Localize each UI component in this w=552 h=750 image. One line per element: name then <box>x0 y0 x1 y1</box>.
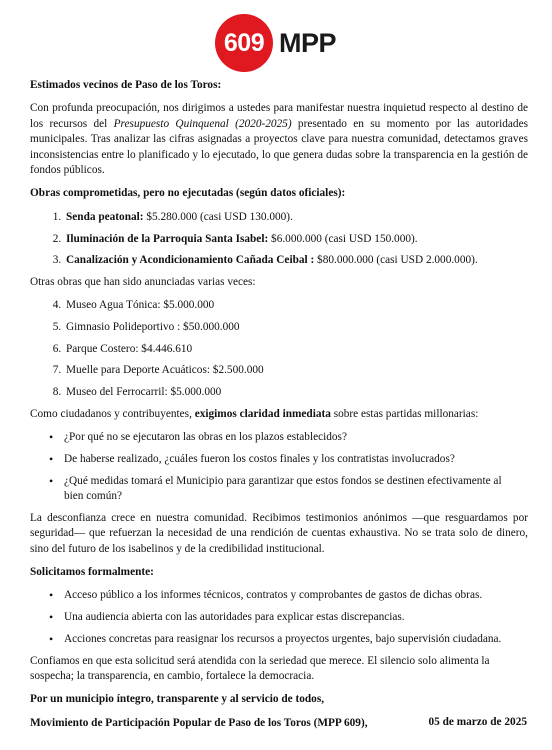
list-item: 8. Museo del Ferrocarril: $5.000.000 <box>64 385 528 400</box>
logo-text: MPP <box>279 27 337 58</box>
letter-body <box>30 78 528 739</box>
list-item: 5. Gimnasio Polideportivo : $50.000.000 <box>64 320 528 335</box>
intro-text-1: Con profunda preocupación, nos dirigimos a ustedes para manifestar nuestra inquietud respecto al destino de los recursos del <box>30 102 528 130</box>
list-item <box>64 253 528 268</box>
list-item: • Acceso público a los informes técnicos, contratos y comprobantes de gastos de dichas obras. <box>64 588 528 603</box>
closing-paragraph: Confiamos en que esta solicitud será atendida con la seriedad que merece. El silencio solo alimenta la sospecha; la transparencia, en cambio, fortalece la democracia. <box>30 654 490 682</box>
work-name: Canalización y Acondicionamiento Cañada Ceibal : <box>66 254 315 267</box>
questions-list <box>30 430 528 504</box>
citizens-paragraph <box>30 407 528 422</box>
request-heading: Solicitamos formalmente: <box>30 566 154 579</box>
signoff: Por un municipio íntegro, transparente y al servicio de todos, <box>30 693 325 706</box>
intro-paragraph <box>30 101 528 178</box>
citizens-bold: exigimos claridad inmediata <box>194 407 331 420</box>
signature: Movimiento de Participación Popular de Paso de los Toros (MPP 609), <box>30 716 368 729</box>
work-amount: $5.280.000 (casi USD 130.000). <box>143 210 293 223</box>
list-item: 7. Muelle para Deporte Acuáticos: $2.500.000 <box>64 363 528 378</box>
list-item: 6. Parque Costero: $4.446.610 <box>64 342 528 357</box>
list-item: • ¿Por qué no se ejecutaron las obras en los plazos establecidos? <box>64 430 528 445</box>
work-name: Iluminación de la Parroquia Santa Isabel: <box>66 232 269 245</box>
distrust-paragraph: La desconfianza crece en nuestra comunidad. Recibimos testimonios anónimos —que resguardamos por seguridad— que refuerzan la necesidad de una rendición de cuentas exhaustiva. No se trata solo de dinero, sino del futuro de los isabelinos y de la credibilidad institucional. <box>30 511 528 555</box>
committed-heading: Obras comprometidas, pero no ejecutadas (según datos oficiales): <box>30 187 346 200</box>
mpp-logo <box>215 14 336 72</box>
list-item: • De haberse realizado, ¿cuáles fueron los costos finales y los contratistas involucrados? <box>64 452 528 467</box>
list-item: • Acciones concretas para reasignar los recursos a proyectos urgentes, bajo supervisión ciudadana. <box>64 632 528 647</box>
letter-date: 05 de marzo de 2025 <box>428 716 527 728</box>
logo-number-circle: 609 <box>215 14 273 72</box>
work-name: Senda peatonal: <box>66 210 144 223</box>
citizens-text-2: sobre estas partidas millonarias: <box>330 407 479 420</box>
intro-text-2: presentado en su momento por las autoridades municipales. Tras analizar las cifras asignadas a proyectos clave para nuestra comunidad, detectamos graves inconsistencias entre lo planificado y lo ejecutado, lo que genera dudas sobre la transparencia en la gestión de fondos públicos. <box>30 117 528 177</box>
other-works-list <box>30 298 528 400</box>
list-item: 4. Museo Agua Tónica: $5.000.000 <box>64 298 528 313</box>
list-item <box>64 210 528 225</box>
list-item <box>64 232 528 247</box>
list-item: • Una audiencia abierta con las autoridades para explicar estas discrepancias. <box>64 610 528 625</box>
other-heading: Otras obras que han sido anunciadas varias veces: <box>30 275 256 288</box>
salutation: Estimados vecinos de Paso de los Toros: <box>30 79 222 91</box>
list-item: • ¿Qué medidas tomará el Municipio para garantizar que estos fondos se destinen efectivamente al bien común? <box>64 474 528 505</box>
requests-list <box>30 588 528 647</box>
citizens-text-1: Como ciudadanos y contribuyentes, <box>30 407 195 420</box>
work-amount: $80.000.000 (casi USD 2.000.000). <box>314 254 478 267</box>
work-amount: $6.000.000 (casi USD 150.000). <box>268 232 418 245</box>
intro-italic: Presupuesto Quinquenal (2020-2025) <box>113 117 292 130</box>
committed-works-list <box>30 210 528 269</box>
